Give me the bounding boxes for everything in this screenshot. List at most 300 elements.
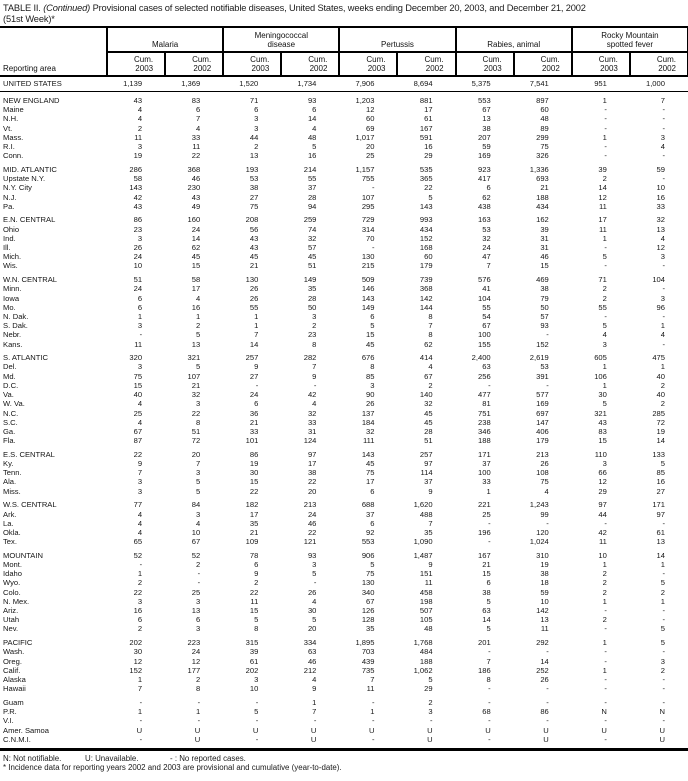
cell-meningococcal-disease-cum-2002: 42 (307, 390, 317, 400)
cell-meningococcal-disease-cum-2002: 7 (312, 362, 317, 372)
cell-meningococcal-disease-cum-2002: - (313, 380, 317, 390)
cell-malaria-cum-2003: 4 (137, 105, 143, 115)
cell-rabies-animal-cum-2002: 26 (540, 459, 549, 469)
cell-malaria-cum-2003: 12 (133, 656, 143, 666)
cell-rabies-animal-cum-2003: 62 (482, 192, 491, 202)
cell-reporting-area: Ga. (3, 426, 16, 436)
cell-pertussis-cum-2002: 7 (428, 321, 433, 331)
cell-rocky-mountain-spotted-fever-cum-2002: 33 (656, 201, 665, 211)
cell-meningococcal-disease-cum-2003: 24 (249, 390, 259, 400)
cell-rocky-mountain-spotted-fever-cum-2003: - (604, 243, 607, 253)
cell-pertussis-cum-2003: 3 (370, 380, 375, 390)
cell-reporting-area: Nebr. (3, 330, 22, 340)
row-ariz (0, 606, 688, 615)
cell-rabies-animal-cum-2003: 207 (478, 132, 491, 142)
row-wash (0, 647, 688, 656)
cell-rocky-mountain-spotted-fever-cum-2002: - (662, 647, 665, 657)
cell-pertussis-cum-2003: - (371, 734, 375, 744)
cell-meningococcal-disease-cum-2002: 16 (307, 151, 317, 161)
cell-pertussis-cum-2003: 17 (366, 477, 375, 487)
cell-malaria-cum-2002: 8 (195, 684, 201, 694)
cell-rabies-animal-cum-2002: - (546, 716, 549, 726)
cell-rabies-animal-cum-2002: 86 (540, 707, 549, 717)
cell-rocky-mountain-spotted-fever-cum-2003: 11 (598, 201, 607, 211)
cell-rocky-mountain-spotted-fever-cum-2002: 2 (660, 665, 665, 675)
row-n-y-city (0, 183, 688, 192)
cell-rocky-mountain-spotted-fever-cum-2003: 321 (594, 408, 607, 418)
row-minn (0, 284, 688, 293)
cell-reporting-area: E.N. CENTRAL (3, 215, 56, 225)
cell-rabies-animal-cum-2002: 48 (540, 114, 549, 124)
cell-meningococcal-disease-cum-2003: 2 (254, 578, 259, 588)
cell-rabies-animal-cum-2003: 68 (482, 707, 491, 717)
cell-malaria-cum-2003: 3 (137, 477, 143, 487)
cell-reporting-area: Del. (3, 362, 17, 372)
cell-rabies-animal-cum-2002: 434 (536, 201, 549, 211)
cell-meningococcal-disease-cum-2002: 22 (307, 527, 317, 537)
cell-pertussis-cum-2002: 9 (428, 560, 433, 570)
cell-rabies-animal-cum-2002: 213 (536, 449, 549, 459)
cell-reporting-area: Calif. (3, 665, 21, 675)
row-p-r (0, 707, 688, 716)
cell-rabies-animal-cum-2003: 186 (478, 665, 491, 675)
cell-meningococcal-disease-cum-2003: 109 (245, 537, 259, 547)
cell-pertussis-cum-2003: 75 (366, 468, 375, 478)
cell-malaria-cum-2002: 321 (187, 353, 201, 363)
cell-pertussis-cum-2003: - (371, 243, 375, 253)
cell-rabies-animal-cum-2002: 147 (536, 417, 549, 427)
cell-pertussis-cum-2003: 45 (366, 339, 375, 349)
cell-pertussis-cum-2002: 168 (419, 243, 433, 253)
cell-rocky-mountain-spotted-fever-cum-2002: - (662, 697, 665, 707)
cell-rocky-mountain-spotted-fever-cum-2003: 30 (598, 390, 607, 400)
cell-rocky-mountain-spotted-fever-cum-2003: 11 (598, 537, 607, 547)
cell-rocky-mountain-spotted-fever-cum-2002: 1 (660, 560, 665, 570)
cell-reporting-area: N.C. (3, 408, 19, 418)
cell-rocky-mountain-spotted-fever-cum-2003: 1 (602, 362, 607, 372)
cell-rabies-animal-cum-2002: 19 (540, 560, 549, 570)
bottom-gap (0, 744, 688, 750)
cell-pertussis-cum-2002: 142 (419, 293, 433, 303)
cell-rabies-animal-cum-2002: 169 (536, 399, 549, 409)
cell-meningococcal-disease-cum-2003: 10 (249, 684, 259, 694)
cell-reporting-area: S.C. (3, 417, 18, 427)
cell-malaria-cum-2003: 11 (134, 339, 143, 349)
cell-rocky-mountain-spotted-fever-cum-2002: 27 (656, 486, 665, 496)
cell-reporting-area: Hawaii (3, 684, 26, 694)
cell-pertussis-cum-2003: U (369, 725, 375, 735)
cell-reporting-area: Wash. (3, 647, 25, 657)
cell-meningococcal-disease-cum-2003: 208 (245, 215, 259, 225)
cell-malaria-cum-2002: 160 (187, 215, 201, 225)
cell-pertussis-cum-2003: 215 (361, 261, 375, 271)
cell-rocky-mountain-spotted-fever-cum-2002: 72 (656, 417, 665, 427)
cell-rocky-mountain-spotted-fever-cum-2003: 4 (602, 330, 607, 340)
cell-reporting-area: Kans. (3, 339, 23, 349)
table-title (0, 0, 688, 24)
cell-rabies-animal-cum-2002: 4 (544, 486, 549, 496)
cell-rabies-animal-cum-2003: 37 (482, 459, 491, 469)
cell-rocky-mountain-spotted-fever-cum-2003: - (604, 624, 607, 634)
cell-pertussis-cum-2002: 7 (428, 518, 433, 528)
cell-malaria-cum-2003: 3 (137, 596, 143, 606)
cell-rocky-mountain-spotted-fever-cum-2003: 605 (594, 353, 607, 363)
cell-reporting-area: Iowa (3, 293, 20, 303)
cell-reporting-area: Conn. (3, 151, 24, 161)
cell-meningococcal-disease-cum-2003: 33 (249, 426, 259, 436)
cell-rabies-animal-cum-2002: - (546, 518, 549, 528)
cell-malaria-cum-2002: 5 (195, 330, 201, 340)
cell-malaria-cum-2003: U (136, 725, 143, 735)
cell-pertussis-cum-2002: 535 (419, 164, 433, 174)
row-e-s-central (0, 450, 688, 459)
cell-malaria-cum-2003: - (139, 697, 143, 707)
cell-pertussis-cum-2002: 152 (419, 233, 433, 243)
cell-reporting-area: Maine (3, 105, 24, 115)
cell-reporting-area: V.I. (3, 716, 14, 726)
col-rabies-animal-cum-2002: Cum. 2002 (514, 52, 572, 76)
cell-pertussis-cum-2002: 144 (419, 302, 433, 312)
cell-rabies-animal-cum-2003: 15 (482, 569, 491, 579)
cell-malaria-cum-2003: 77 (133, 500, 143, 510)
cell-malaria-cum-2003: 4 (137, 417, 143, 427)
cell-pertussis-cum-2003: 60 (366, 114, 375, 124)
cell-meningococcal-disease-cum-2002: 22 (307, 477, 317, 487)
cell-pertussis-cum-2003: 15 (366, 330, 375, 340)
cell-reporting-area: N.Y. City (3, 183, 32, 193)
cell-rocky-mountain-spotted-fever-cum-2002: 285 (652, 408, 665, 418)
cell-malaria-cum-2003: 286 (129, 164, 143, 174)
cell-rocky-mountain-spotted-fever-cum-2002: 3 (660, 656, 665, 666)
cell-rabies-animal-cum-2003: - (488, 537, 491, 547)
cell-malaria-cum-2003: 2 (137, 624, 143, 634)
cell-malaria-cum-2002: - (197, 578, 201, 588)
cell-reporting-area: Utah (3, 615, 20, 625)
cell-meningococcal-disease-cum-2003: 45 (249, 252, 259, 262)
row-vt (0, 124, 688, 133)
cell-meningococcal-disease-cum-2003: 1,520 (223, 76, 281, 91)
cell-rocky-mountain-spotted-fever-cum-2002: 12 (656, 243, 665, 253)
cell-pertussis-cum-2002: 29 (424, 684, 433, 694)
cell-meningococcal-disease-cum-2003: 38 (249, 183, 259, 193)
cell-rocky-mountain-spotted-fever-cum-2003: 14 (598, 183, 607, 193)
cell-meningococcal-disease-cum-2003: - (255, 716, 259, 726)
cell-reporting-area: Wis. (3, 261, 18, 271)
cell-rabies-animal-cum-2003: - (488, 380, 491, 390)
row-ill (0, 243, 688, 252)
cell-rocky-mountain-spotted-fever-cum-2003: 2 (602, 569, 607, 579)
cell-malaria-cum-2002: 7 (195, 114, 201, 124)
cell-meningococcal-disease-cum-2003: 14 (249, 339, 259, 349)
cell-malaria-cum-2003: 6 (137, 615, 143, 625)
row-r-i (0, 142, 688, 151)
cell-pertussis-cum-2003: 69 (366, 123, 375, 133)
cell-rabies-animal-cum-2003: - (488, 684, 491, 694)
cell-meningococcal-disease-cum-2003: 193 (245, 164, 259, 174)
cell-rabies-animal-cum-2002: 162 (536, 215, 549, 225)
cell-pertussis-cum-2003: 1 (370, 707, 375, 717)
cell-rocky-mountain-spotted-fever-cum-2003: - (604, 716, 607, 726)
cell-pertussis-cum-2002: U (427, 725, 433, 735)
cell-malaria-cum-2003: - (139, 330, 143, 340)
cell-rabies-animal-cum-2003: 67 (482, 105, 491, 115)
cell-reporting-area: W.S. CENTRAL (3, 500, 57, 510)
cell-meningococcal-disease-cum-2003: - (255, 734, 259, 744)
cell-pertussis-cum-2003: 509 (361, 275, 375, 285)
cell-meningococcal-disease-cum-2003: 101 (245, 436, 259, 446)
cell-meningococcal-disease-cum-2002: 4 (312, 596, 317, 606)
cell-rabies-animal-cum-2002: 142 (536, 606, 549, 616)
cell-pertussis-cum-2002: 5 (428, 674, 433, 684)
cell-rocky-mountain-spotted-fever-cum-2002: 85 (656, 468, 665, 478)
cell-rabies-animal-cum-2002: U (543, 725, 549, 735)
cell-reporting-area: Tex. (3, 537, 17, 547)
cell-malaria-cum-2002: 58 (191, 275, 201, 285)
cell-rabies-animal-cum-2003: 13 (482, 114, 491, 124)
cell-rocky-mountain-spotted-fever-cum-2003: 1 (602, 665, 607, 675)
cell-meningococcal-disease-cum-2003: 75 (249, 201, 259, 211)
row-mo (0, 303, 688, 312)
cell-rocky-mountain-spotted-fever-cum-2003: - (604, 261, 607, 271)
cell-pertussis-cum-2003: 1,157 (355, 164, 375, 174)
row-okla (0, 528, 688, 537)
row-v-i (0, 716, 688, 725)
cell-rocky-mountain-spotted-fever-cum-2002: 96 (656, 302, 665, 312)
cell-reporting-area: Mont. (3, 560, 22, 570)
cell-rocky-mountain-spotted-fever-cum-2002: 1,000 (630, 76, 688, 91)
cell-rabies-animal-cum-2002: 7,541 (514, 76, 572, 91)
cell-reporting-area: S. ATLANTIC (3, 353, 49, 363)
cell-rabies-animal-cum-2002: 406 (536, 426, 549, 436)
cell-meningococcal-disease-cum-2002: 5 (312, 142, 317, 152)
cell-malaria-cum-2003: 86 (133, 215, 143, 225)
cell-rocky-mountain-spotted-fever-cum-2003: 11 (598, 224, 607, 234)
cell-malaria-cum-2002: 3 (195, 399, 201, 409)
cell-pertussis-cum-2003: 137 (361, 408, 375, 418)
cell-pertussis-cum-2002: 29 (424, 151, 433, 161)
cell-rocky-mountain-spotted-fever-cum-2003: - (604, 734, 607, 744)
col-pertussis-cum-2003: Cum. 2003 (339, 52, 397, 76)
cell-rabies-animal-cum-2002: 31 (540, 233, 549, 243)
cell-rabies-animal-cum-2003: 38 (482, 587, 491, 597)
cell-malaria-cum-2002: - (197, 697, 201, 707)
cell-pertussis-cum-2003: 143 (361, 449, 375, 459)
cell-meningococcal-disease-cum-2003: 22 (249, 587, 259, 597)
row-n-dak (0, 312, 688, 321)
cell-reporting-area: E.S. CENTRAL (3, 449, 55, 459)
cell-rocky-mountain-spotted-fever-cum-2002: - (662, 569, 665, 579)
cell-pertussis-cum-2003: 20 (366, 142, 375, 152)
cell-reporting-area: Mo. (3, 302, 16, 312)
cell-malaria-cum-2002: U (194, 725, 201, 735)
cell-pertussis-cum-2002: 458 (419, 587, 433, 597)
cell-rabies-animal-cum-2002: 18 (540, 578, 549, 588)
cell-rabies-animal-cum-2002: U (543, 734, 549, 744)
row-new-england (0, 96, 688, 105)
cell-reporting-area: C.N.M.I. (3, 734, 31, 744)
row-upstate-n-y (0, 174, 688, 183)
cell-rabies-animal-cum-2003: - (488, 716, 491, 726)
cell-rocky-mountain-spotted-fever-cum-2003: - (604, 647, 607, 657)
cell-pertussis-cum-2003: 107 (361, 192, 375, 202)
row-nev (0, 624, 688, 633)
cell-pertussis-cum-2003: 5 (370, 321, 375, 331)
cell-reporting-area: Mass. (3, 132, 24, 142)
cell-pertussis-cum-2003: 7,906 (339, 76, 397, 91)
title-prefix: TABLE II. (3, 3, 41, 13)
cell-rabies-animal-cum-2003: 163 (478, 215, 491, 225)
cell-meningococcal-disease-cum-2003: 257 (245, 353, 259, 363)
cell-rocky-mountain-spotted-fever-cum-2003: 83 (598, 426, 607, 436)
cell-malaria-cum-2003: 7 (137, 468, 143, 478)
cell-malaria-cum-2003: 1 (137, 707, 143, 717)
cell-rabies-animal-cum-2002: - (546, 330, 549, 340)
cell-meningococcal-disease-cum-2002: 20 (307, 486, 317, 496)
cell-pertussis-cum-2003: 92 (366, 527, 375, 537)
cell-meningococcal-disease-cum-2003: 3 (254, 674, 259, 684)
cell-meningococcal-disease-cum-2002: 3 (312, 311, 317, 321)
cell-rabies-animal-cum-2002: 38 (540, 569, 549, 579)
cell-meningococcal-disease-cum-2002: 32 (307, 233, 317, 243)
cell-reporting-area: Vt. (3, 123, 13, 133)
cell-meningococcal-disease-cum-2002: 334 (303, 638, 317, 648)
cell-rocky-mountain-spotted-fever-cum-2002: 4 (660, 142, 665, 152)
cell-meningococcal-disease-cum-2002: 38 (307, 468, 317, 478)
cell-malaria-cum-2003: 23 (133, 224, 143, 234)
cell-malaria-cum-2003: 4 (137, 114, 143, 124)
cell-malaria-cum-2002: 32 (191, 390, 201, 400)
cell-rabies-animal-cum-2003: 221 (478, 500, 491, 510)
cell-pertussis-cum-2002: 1,768 (413, 638, 433, 648)
cell-pertussis-cum-2002: 11 (424, 578, 433, 588)
cell-rabies-animal-cum-2003: 33 (482, 477, 491, 487)
cell-rocky-mountain-spotted-fever-cum-2003: 3 (602, 339, 607, 349)
cell-meningococcal-disease-cum-2003: 26 (249, 293, 259, 303)
cell-rocky-mountain-spotted-fever-cum-2002: 40 (656, 390, 665, 400)
cell-malaria-cum-2002: 67 (191, 537, 201, 547)
cell-malaria-cum-2003: 75 (133, 371, 143, 381)
cell-rocky-mountain-spotted-fever-cum-2003: - (604, 674, 607, 684)
cell-meningococcal-disease-cum-2003: 1 (254, 321, 259, 331)
col-malaria-cum-2003: Cum. 2003 (107, 52, 165, 76)
cell-rabies-animal-cum-2002: 15 (540, 261, 549, 271)
cell-rabies-animal-cum-2003: 5 (486, 596, 491, 606)
col-rocky-mountain-spotted-fever-cum-2003: Cum. 2003 (572, 52, 630, 76)
cell-malaria-cum-2002: 72 (191, 436, 201, 446)
cell-rocky-mountain-spotted-fever-cum-2002: 5 (660, 624, 665, 634)
cell-malaria-cum-2003: 24 (133, 252, 143, 262)
cell-meningococcal-disease-cum-2002: 14 (307, 114, 317, 124)
cell-pertussis-cum-2003: 295 (361, 201, 375, 211)
cell-malaria-cum-2003: 3 (137, 486, 143, 496)
row-va (0, 390, 688, 399)
cell-pertussis-cum-2003: 11 (366, 684, 375, 694)
cell-reporting-area: N.J. (3, 192, 17, 202)
cell-rocky-mountain-spotted-fever-cum-2003: 5 (602, 252, 607, 262)
cell-rocky-mountain-spotted-fever-cum-2003: 2 (602, 587, 607, 597)
reporting-area-header: Reporting area (0, 27, 107, 76)
cell-meningococcal-disease-cum-2003: 43 (249, 233, 259, 243)
row-w-n-central (0, 275, 688, 284)
cell-rocky-mountain-spotted-fever-cum-2002: 5 (660, 459, 665, 469)
cell-pertussis-cum-2002: 45 (424, 417, 433, 427)
cell-reporting-area: PACIFIC (3, 638, 33, 648)
cell-rocky-mountain-spotted-fever-cum-2002: 14 (656, 550, 665, 560)
cell-rabies-animal-cum-2003: 417 (478, 174, 491, 184)
cell-reporting-area: N. Dak. (3, 311, 29, 321)
cell-meningococcal-disease-cum-2002: 30 (307, 606, 317, 616)
cell-pertussis-cum-2003: 1,017 (355, 132, 375, 142)
cell-rabies-animal-cum-2002: 79 (540, 293, 549, 303)
cell-reporting-area: MID. ATLANTIC (3, 164, 57, 174)
cell-rocky-mountain-spotted-fever-cum-2002: 1 (660, 321, 665, 331)
cell-rabies-animal-cum-2002: 38 (540, 284, 549, 294)
cell-meningococcal-disease-cum-2003: 202 (245, 665, 259, 675)
cell-rocky-mountain-spotted-fever-cum-2003: 39 (598, 164, 607, 174)
cell-meningococcal-disease-cum-2002: 7 (312, 707, 317, 717)
cell-pertussis-cum-2002: 368 (419, 284, 433, 294)
cell-pertussis-cum-2003: 143 (361, 293, 375, 303)
cell-reporting-area: UNITED STATES (0, 76, 107, 91)
cell-rabies-animal-cum-2003: 7 (486, 261, 491, 271)
cell-rabies-animal-cum-2002: 14 (540, 656, 549, 666)
cell-meningococcal-disease-cum-2003: 19 (249, 459, 259, 469)
cell-malaria-cum-2003: 58 (133, 174, 143, 184)
cell-rocky-mountain-spotted-fever-cum-2003: 2 (602, 284, 607, 294)
cell-rocky-mountain-spotted-fever-cum-2002: 1 (660, 362, 665, 372)
cell-malaria-cum-2003: 52 (133, 550, 143, 560)
row-w-s-central (0, 500, 688, 509)
cell-rabies-animal-cum-2003: 751 (478, 408, 491, 418)
cell-rocky-mountain-spotted-fever-cum-2003: - (604, 606, 607, 616)
title-line-2: (51st Week)* (3, 13, 55, 24)
cell-rocky-mountain-spotted-fever-cum-2002: - (662, 606, 665, 616)
cell-meningococcal-disease-cum-2003: U (252, 725, 259, 735)
row-tex (0, 537, 688, 546)
cell-rocky-mountain-spotted-fever-cum-2002: - (662, 261, 665, 271)
cell-pertussis-cum-2002: 2 (428, 380, 433, 390)
cell-meningococcal-disease-cum-2002: 282 (303, 353, 317, 363)
cell-malaria-cum-2002: 13 (191, 339, 201, 349)
cell-malaria-cum-2003: 1 (137, 311, 143, 321)
cell-rabies-animal-cum-2002: 310 (536, 550, 549, 560)
cell-rabies-animal-cum-2002: - (546, 647, 549, 657)
cell-rabies-animal-cum-2002: 21 (540, 183, 549, 193)
cell-rocky-mountain-spotted-fever-cum-2003: 44 (598, 509, 607, 519)
cell-reporting-area: S. Dak. (3, 321, 28, 331)
cell-malaria-cum-2002: 52 (191, 550, 201, 560)
cell-pertussis-cum-2002: 484 (419, 647, 433, 657)
cell-meningococcal-disease-cum-2003: 86 (249, 449, 259, 459)
cell-pertussis-cum-2002: 32 (424, 399, 433, 409)
col-rabies-animal-cum-2003: Cum. 2003 (456, 52, 514, 76)
cell-malaria-cum-2002: 13 (191, 606, 201, 616)
cell-rabies-animal-cum-2003: 100 (478, 330, 491, 340)
cell-rabies-animal-cum-2003: 104 (478, 293, 491, 303)
row-wis (0, 261, 688, 270)
row-d-c (0, 381, 688, 390)
cell-rabies-animal-cum-2003: 32 (482, 233, 491, 243)
cell-reporting-area: Pa. (3, 201, 15, 211)
col-malaria-cum-2002: Cum. 2002 (165, 52, 223, 76)
cell-pertussis-cum-2003: 688 (361, 500, 375, 510)
cell-rocky-mountain-spotted-fever-cum-2002: N (659, 707, 665, 717)
row-hawaii (0, 684, 688, 693)
cell-meningococcal-disease-cum-2003: 30 (249, 468, 259, 478)
row-del (0, 362, 688, 371)
row-mid-atlantic (0, 165, 688, 174)
cell-pertussis-cum-2002: 62 (424, 339, 433, 349)
